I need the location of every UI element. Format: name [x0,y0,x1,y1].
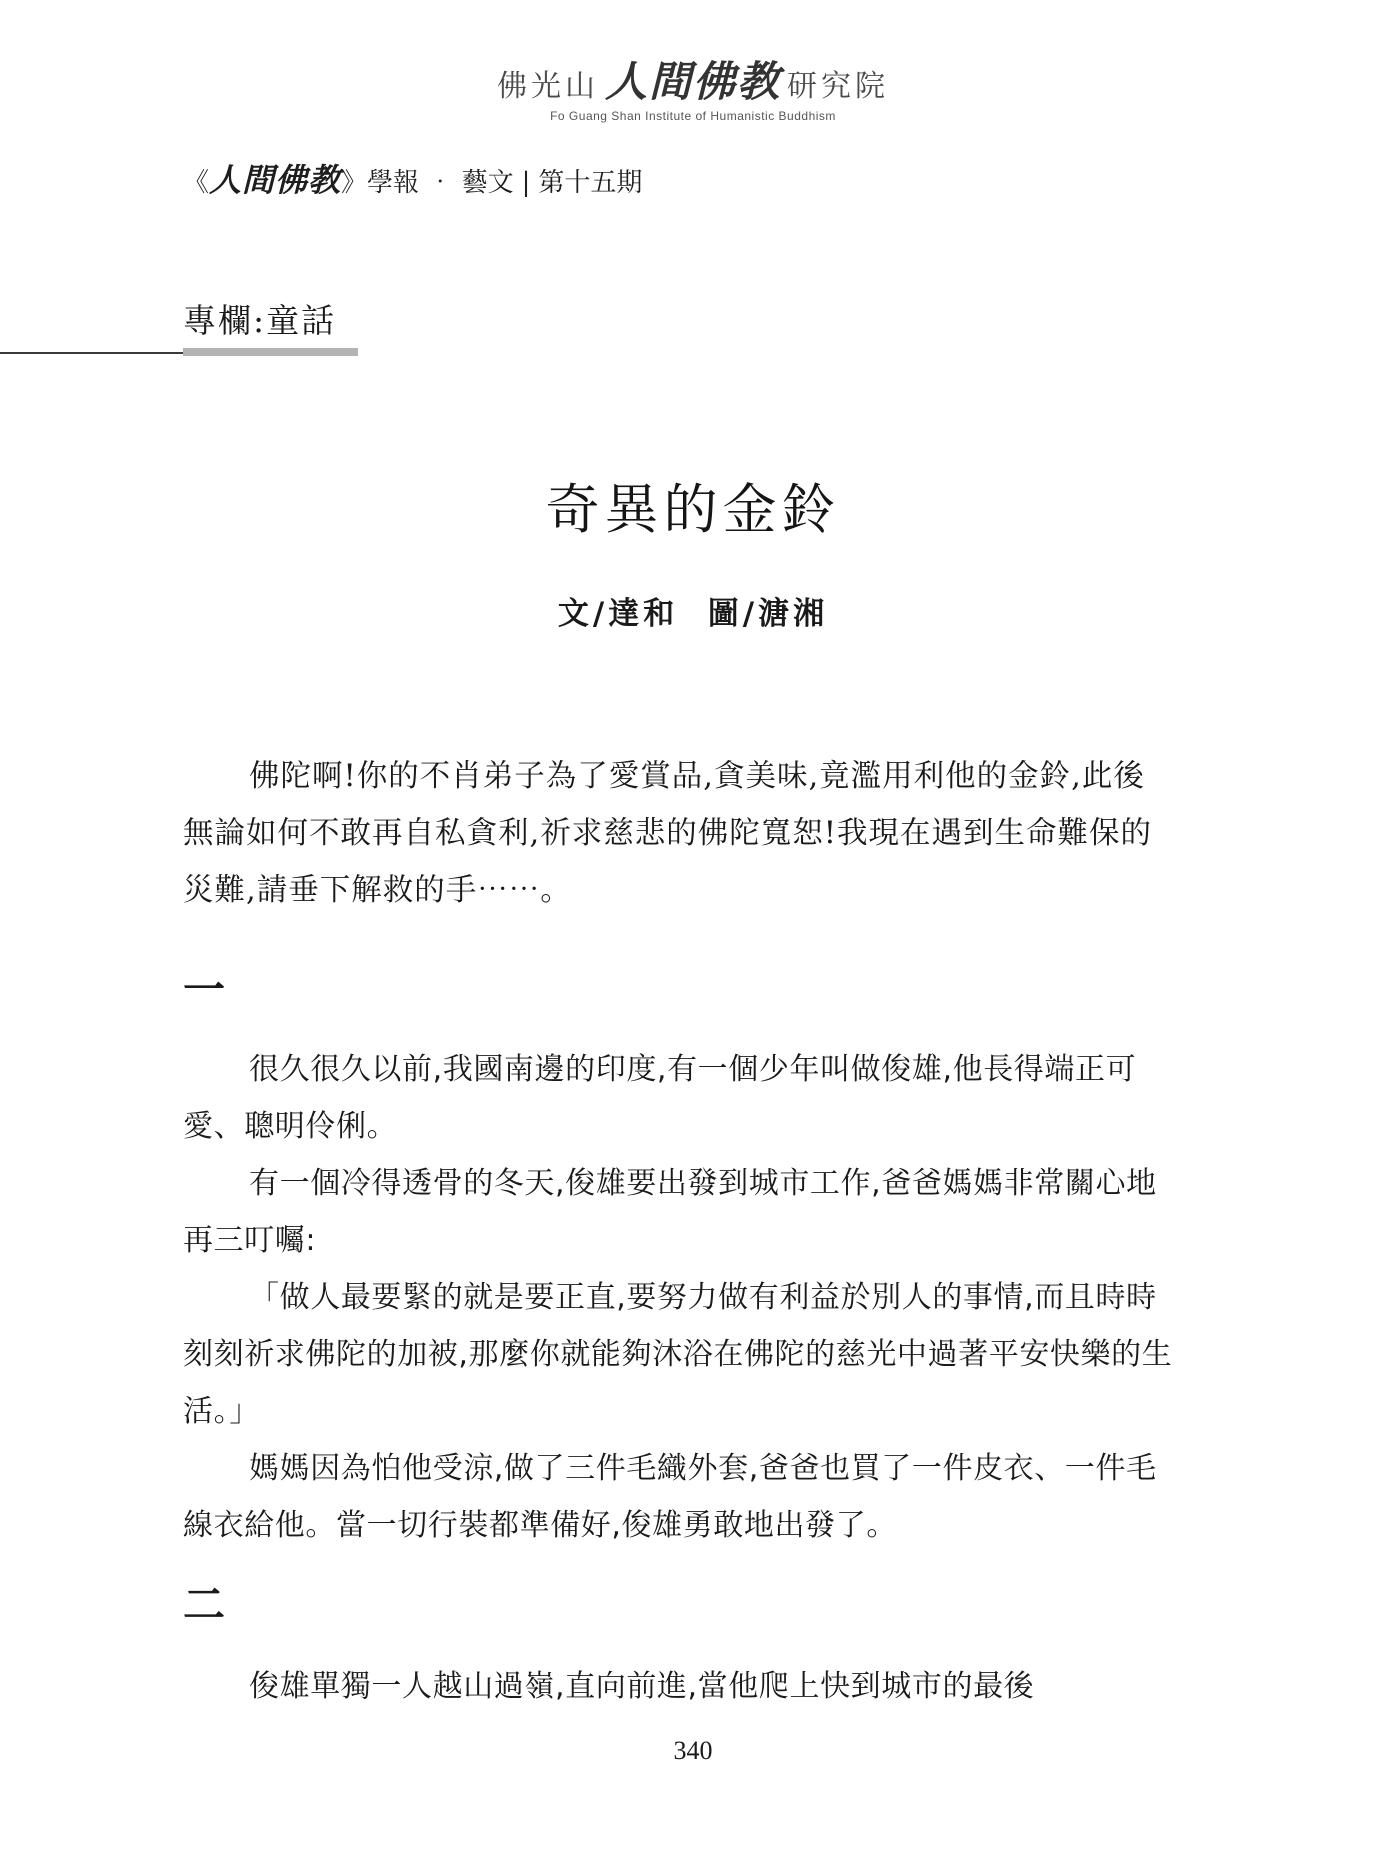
story-title: 奇異的金鈴 [545,478,841,541]
section-number-2: 二 [183,1580,226,1629]
journal-issue: 第十五期 [538,168,643,198]
section-1-body [183,1041,1173,1554]
section-number-1: 一 [183,965,226,1014]
journal-title-rest: 學報 ‧ 藝文 [367,168,514,198]
paragraph: 有一個冷得透骨的冬天,俊雄要出發到城市工作,爸爸媽媽非常關心地再三叮囑: [183,1166,1157,1258]
journal-logo: 人間佛教 [209,161,342,199]
institute-prefix: 佛光山 [496,69,599,104]
column-rule-thin [0,352,183,354]
column-rule-thick [183,348,358,356]
section-2-body [183,1658,1173,1715]
institute-logo: 人間佛教 [604,57,781,106]
institute-suffix: 研究院 [787,69,889,104]
paragraph: 很久很久以前,我國南邊的印度,有一個少年叫做俊雄,他長得端正可愛、聰明伶俐。 [183,1052,1137,1144]
paragraph: 媽媽因為怕他受涼,做了三件毛織外套,爸爸也買了一件皮衣、一件毛線衣給他。當一切行裝都準備好,俊雄勇敢地出發了。 [183,1451,1157,1543]
paragraph: 俊雄單獨一人越山過嶺,直向前進,當他爬上快到城市的最後 [249,1669,1035,1704]
journal-running-header [183,162,642,201]
journal-separator: | [521,168,531,198]
paragraph: 「做人最要緊的就是要正直,要努力做有利益於別人的事情,而且時時刻刻祈求佛陀的加被,那麼你就能夠沐浴在佛陀的慈光中過著平安快樂的生活。」 [183,1280,1173,1429]
journal-open-bracket: 《 [183,168,210,198]
institute-english-name: Fo Guang Shan Institute of Humanistic Buddhism [550,109,836,123]
page-number: 340 [673,1736,713,1765]
intro-paragraph: 佛陀啊!你的不肖弟子為了愛賞品,貪美味,竟濫用利他的金鈴,此後無論如何不敢再自私貪利,祈求慈悲的佛陀寬恕!我現在遇到生命難保的災難,請垂下解救的手⋯⋯。 [183,759,1152,908]
intro-passage [183,748,1173,919]
column-tag: 專欄:童話 [183,301,337,340]
institute-name [0,57,1386,107]
institute-header [0,57,1386,123]
journal-close-bracket: 》 [341,168,368,198]
story-byline: 文/達和 圖/溏湘 [557,596,829,632]
